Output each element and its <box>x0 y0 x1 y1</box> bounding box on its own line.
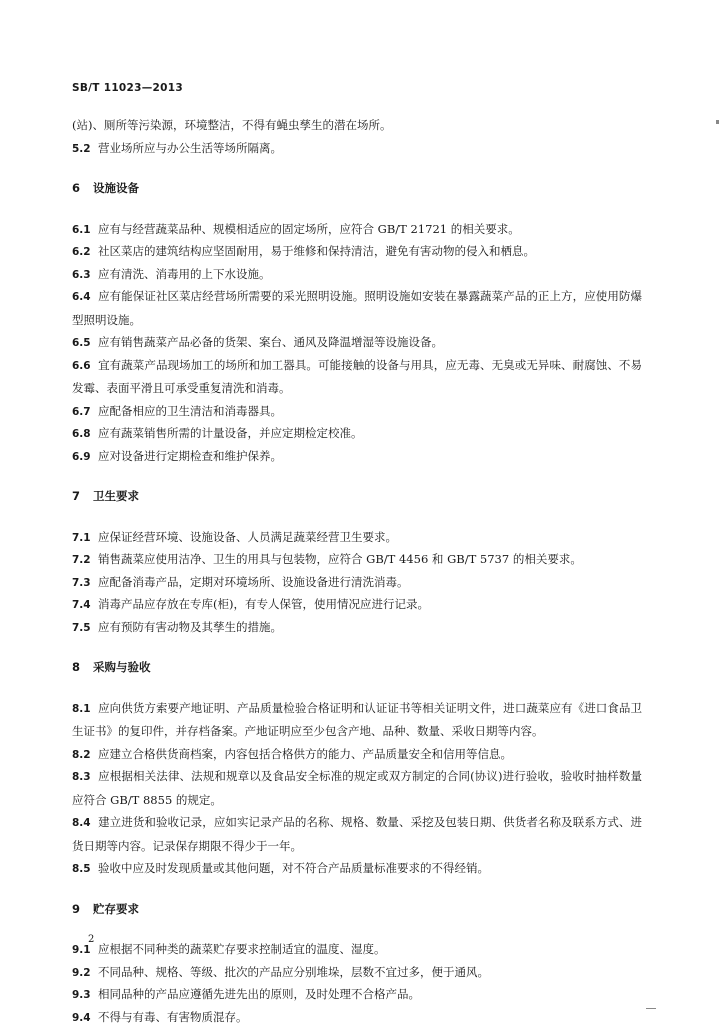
clause-number: 5.2 <box>72 138 98 161</box>
clause-9-3 <box>72 983 642 1006</box>
clause-number: 8.3 <box>72 766 98 789</box>
clause-number: 6.6 <box>72 355 98 378</box>
clause-number: 8.5 <box>72 858 98 881</box>
clause-text: 营业场所应与办公生活等场所隔离。 <box>98 141 282 155</box>
section-heading-8 <box>72 656 642 679</box>
clause-6-5 <box>72 331 642 354</box>
section-title: 卫生要求 <box>93 489 139 503</box>
clause-6-2 <box>72 240 642 263</box>
clause-number: 6.3 <box>72 264 98 287</box>
clause-text: 应有蔬菜销售所需的计量设备，并应定期检定校准。 <box>98 426 363 440</box>
clause-number: 9.4 <box>72 1007 98 1029</box>
clause-number: 7.5 <box>72 617 98 640</box>
clause-number: 8.4 <box>72 812 98 835</box>
clause-text: 应有预防有害动物及其孳生的措施。 <box>98 620 282 634</box>
clause-9-2 <box>72 961 642 984</box>
clause-text: 宜有蔬菜产品现场加工的场所和加工器具。可能接触的设备与用具，应无毒、无臭或无异味、耐腐蚀、不易发霉、表面平滑且可承受重复清洗和消毒。 <box>72 358 642 396</box>
clause-number: 6.5 <box>72 332 98 355</box>
clause-6-9 <box>72 445 642 468</box>
clause-number: 7.2 <box>72 549 98 572</box>
clause-text: 应保证经营环境、设施设备、人员满足蔬菜经营卫生要求。 <box>98 530 397 544</box>
section-heading-6 <box>72 177 642 200</box>
clause-text: 不同品种、规格、等级、批次的产品应分别堆垛，层数不宜过多，便于通风。 <box>98 965 489 979</box>
clause-number: 9.1 <box>72 939 98 962</box>
clause-text: 验收中应及时发现质量或其他问题，对不符合产品质量标准要求的不得经销。 <box>98 861 489 875</box>
clause-8-2 <box>72 743 642 766</box>
clause-6-3 <box>72 263 642 286</box>
clause-text: 销售蔬菜应使用洁净、卫生的用具与包装物，应符合 GB/T 4456 和 GB/T 5737 的相关要求。 <box>98 552 582 566</box>
section-number: 6 <box>72 177 93 200</box>
clause-6-1 <box>72 218 642 241</box>
section-title: 采购与验收 <box>93 660 151 674</box>
clause-number: 9.3 <box>72 984 98 1007</box>
clause-text: 应根据相关法律、法规和规章以及食品安全标准的规定或双方制定的合同(协议)进行验收，验收时抽样数量应符合 GB/T 8855 的规定。 <box>72 769 642 807</box>
clause-8-1 <box>72 697 642 743</box>
page-number: 2 <box>88 934 94 945</box>
clause-text: 应根据不同种类的蔬菜贮存要求控制适宜的温度、湿度。 <box>98 942 386 956</box>
clause-6-4 <box>72 285 642 331</box>
clause-text: 相同品种的产品应遵循先进先出的原则，及时处理不合格产品。 <box>98 987 420 1001</box>
clause-text: 不得与有毒、有害物质混存。 <box>98 1010 248 1024</box>
clause-text: 应有与经营蔬菜品种、规模相适应的固定场所，应符合 GB/T 21721 的相关要求。 <box>98 222 520 236</box>
clause-text: 社区菜店的建筑结构应坚固耐用，易于维修和保持清洁，避免有害动物的侵入和栖息。 <box>98 244 535 258</box>
clause-number: 6.7 <box>72 401 98 424</box>
clause-text: 应有能保证社区菜店经营场所需要的采光照明设施。照明设施如安装在暴露蔬菜产品的正上方，应使用防爆型照明设施。 <box>72 289 642 327</box>
clause-9-4 <box>72 1006 642 1029</box>
document-body <box>72 114 642 1028</box>
clause-7-5 <box>72 616 642 639</box>
clause-number: 6.2 <box>72 241 98 264</box>
clause-number: 9.2 <box>72 962 98 985</box>
clause-number: 6.8 <box>72 423 98 446</box>
clause-number: 7.3 <box>72 572 98 595</box>
clause-text: 应建立合格供货商档案，内容包括合格供方的能力、产品质量安全和信用等信息。 <box>98 747 512 761</box>
clause-8-5 <box>72 857 642 880</box>
section-number: 8 <box>72 656 93 679</box>
clause-7-3 <box>72 571 642 594</box>
clause-8-4 <box>72 811 642 857</box>
clause-text: 应配备相应的卫生清洁和消毒器具。 <box>98 404 282 418</box>
scan-artifact <box>646 1008 656 1009</box>
section-title: 贮存要求 <box>93 902 139 916</box>
clause-text: 应有清洗、消毒用的上下水设施。 <box>98 267 271 281</box>
section-number: 9 <box>72 898 93 921</box>
clause-number: 7.1 <box>72 527 98 550</box>
clause-number: 8.2 <box>72 744 98 767</box>
standard-code: SB/T 11023—2013 <box>72 82 183 94</box>
clause-number: 6.4 <box>72 286 98 309</box>
clause-text: 消毒产品应存放在专库(柜)，有专人保管，使用情况应进行记录。 <box>98 597 429 611</box>
clause-number: 6.1 <box>72 219 98 242</box>
clause-6-7 <box>72 400 642 423</box>
clause-7-4 <box>72 593 642 616</box>
clause-number: 8.1 <box>72 698 98 721</box>
scan-artifact <box>716 120 719 124</box>
clause-text: 应对设备进行定期检查和维护保养。 <box>98 449 282 463</box>
clause-text: 应有销售蔬菜产品必备的货架、案台、通风及降温增湿等设施设备。 <box>98 335 443 349</box>
clause-8-3 <box>72 765 642 811</box>
clause-5-2 <box>72 137 642 160</box>
clause-6-6 <box>72 354 642 400</box>
paragraph-continuation: (站)、厕所等污染源，环境整洁，不得有蝇虫孳生的潜在场所。 <box>72 114 642 137</box>
clause-number: 7.4 <box>72 594 98 617</box>
clause-text: 建立进货和验收记录，应如实记录产品的名称、规格、数量、采挖及包装日期、供货者名称及联系方式、进货日期等内容。记录保存期限不得少于一年。 <box>72 815 642 853</box>
section-title: 设施设备 <box>93 181 139 195</box>
clause-number: 6.9 <box>72 446 98 469</box>
section-heading-9 <box>72 898 642 921</box>
clause-9-1 <box>72 938 642 961</box>
clause-7-1 <box>72 526 642 549</box>
section-heading-7 <box>72 485 642 508</box>
clause-text: 应向供货方索要产地证明、产品质量检验合格证明和认证证书等相关证明文件，进口蔬菜应有《进口食品卫生证书》的复印件，并存档备案。产地证明应至少包含产地、品种、数量、采收日期等内容。 <box>72 701 642 739</box>
clause-7-2 <box>72 548 642 571</box>
clause-6-8 <box>72 422 642 445</box>
clause-text: 应配备消毒产品，定期对环境场所、设施设备进行清洗消毒。 <box>98 575 409 589</box>
section-number: 7 <box>72 485 93 508</box>
